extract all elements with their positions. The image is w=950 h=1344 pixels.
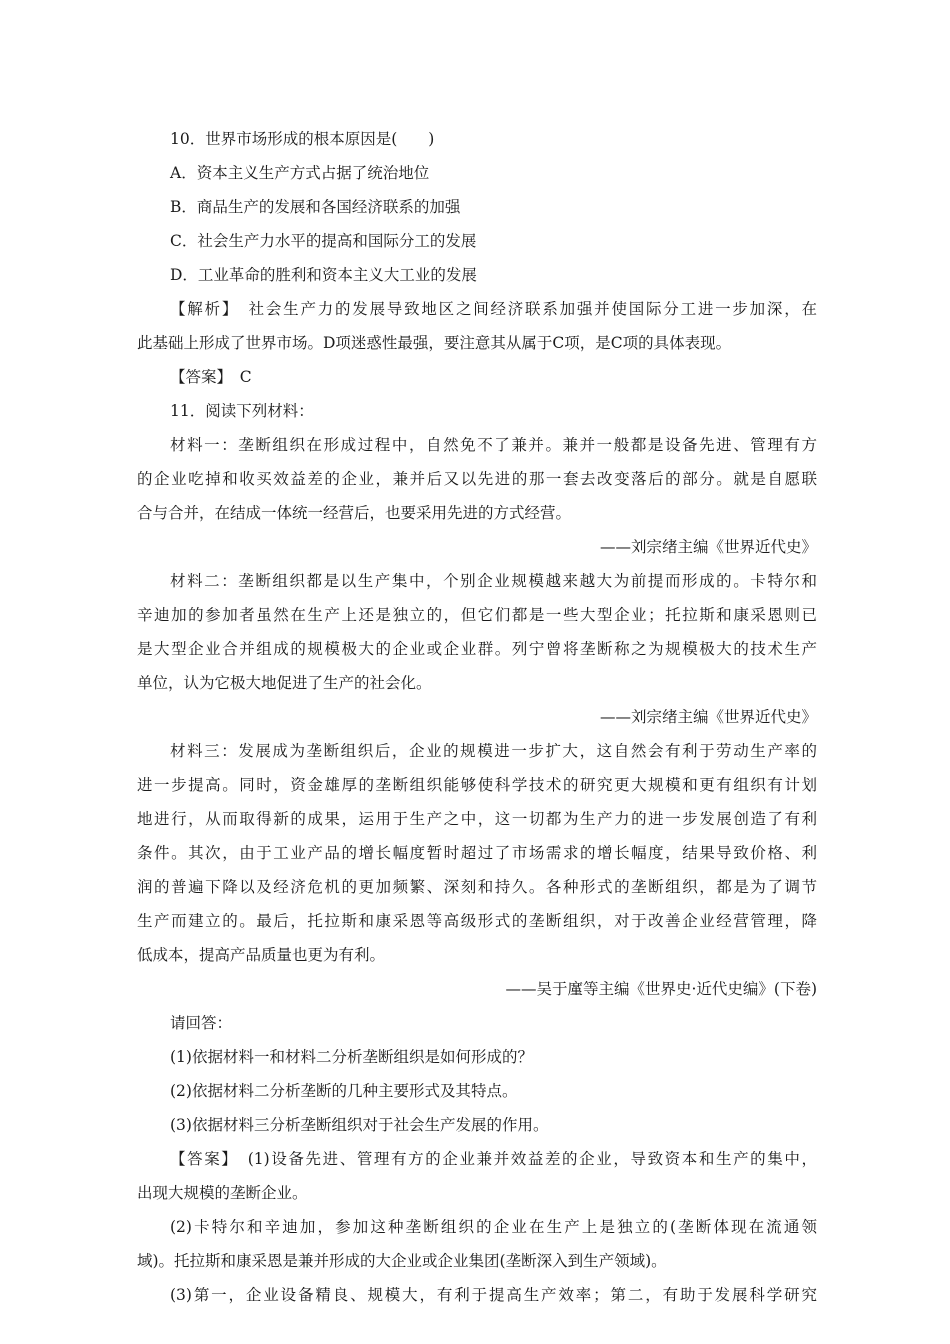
answer3-line: (3)第一，企业设备精良、规模大，有利于提高生产效率；第二，有助于发展科学研究 (170, 1286, 817, 1304)
material2-line: 单位，认为它极大地促进了生产的社会化。 (137, 674, 432, 692)
q10-analysis-line: 【解析】 社会生产力的发展导致地区之间经济联系加强并使国际分工进一步加深，在 (170, 300, 817, 318)
material1-line: 合与合并，在结成一体统一经营后，也要采用先进的方式经营。 (137, 504, 572, 522)
answer2-line: (2)卡特尔和辛迪加，参加这种垄断组织的企业在生产上是独立的(垄断体现在流通领 (170, 1218, 817, 1236)
sub-question-2: (2)依据材料二分析垄断的几种主要形式及其特点。 (170, 1082, 518, 1100)
material2-source: ——刘宗绪主编《世界近代史》 (599, 708, 817, 726)
q11-stem: 11．阅读下列材料： (170, 402, 314, 420)
q10-option-d: D．工业革命的胜利和资本主义大工业的发展 (170, 266, 477, 284)
material2-line: 是大型企业合并组成的规模极大的企业或企业群。列宁曾将垄断称之为规模极大的技术生产 (137, 640, 817, 658)
q10-option-b: B．商品生产的发展和各国经济联系的加强 (170, 198, 461, 216)
material3-line: 进一步提高。同时，资金雄厚的垄断组织能够使科学技术的研究更大规模和更有组织有计划 (137, 776, 817, 794)
material3-line: 材料三：发展成为垄断组织后，企业的规模进一步扩大，这自然会有利于劳动生产率的 (170, 742, 817, 760)
material2-line: 辛迪加的参加者虽然在生产上还是独立的，但它们都是一些大型企业；托拉斯和康采恩则已 (137, 606, 817, 624)
material3-line: 生产而建立的。最后，托拉斯和康采恩等高级形式的垄断组织，对于改善企业经营管理，降 (137, 912, 817, 930)
answer-prompt: 请回答： (170, 1014, 233, 1032)
sub-question-1: (1)依据材料一和材料二分析垄断组织是如何形成的？ (170, 1048, 533, 1066)
material1-line: 材料一：垄断组织在形成过程中，自然免不了兼并。兼并一般都是设备先进、管理有方 (170, 436, 817, 454)
answer1-line: 出现大规模的垄断企业。 (137, 1184, 308, 1202)
material1-source: ——刘宗绪主编《世界近代史》 (599, 538, 817, 556)
q10-analysis-line: 此基础上形成了世界市场。D项迷惑性最强，要注意其从属于C项，是C项的具体表现。 (137, 334, 732, 352)
document-body (137, 122, 817, 1312)
material2-line: 材料二：垄断组织都是以生产集中，个别企业规模越来越大为前提而形成的。卡特尔和 (170, 572, 817, 590)
material3-line: 润的普遍下降以及经济危机的更加频繁、深刻和持久。各种形式的垄断组织，都是为了调节 (137, 878, 817, 896)
material1-line: 的企业吃掉和收买效益差的企业，兼并后又以先进的那一套去改变落后的部分。就是自愿联 (137, 470, 817, 488)
material3-source: ——吴于廑等主编《世界史·近代史编》(下卷) (505, 980, 817, 998)
material3-line: 条件。其次，由于工业产品的增长幅度暂时超过了市场需求的增长幅度，结果导致价格、利 (137, 844, 817, 862)
q10-stem: 10．世界市场形成的根本原因是( ) (170, 130, 435, 148)
answer1-line: 【答案】 (1)设备先进、管理有方的企业兼并效益差的企业，导致资本和生产的集中， (170, 1150, 817, 1168)
q10-answer: 【答案】 C (170, 368, 252, 386)
sub-question-3: (3)依据材料三分析垄断组织对于社会生产发展的作用。 (170, 1116, 549, 1134)
material3-line: 地进行，从而取得新的成果，运用于生产之中，这一切都为生产力的进一步发展创造了有利 (137, 810, 817, 828)
q10-option-a: A．资本主义生产方式占据了统治地位 (170, 164, 430, 182)
q10-option-c: C．社会生产力水平的提高和国际分工的发展 (170, 232, 477, 250)
material3-line: 低成本，提高产品质量也更为有利。 (137, 946, 386, 964)
answer2-line: 域)。托拉斯和康采恩是兼并形成的大企业或企业集团(垄断深入到生产领域)。 (137, 1252, 667, 1270)
